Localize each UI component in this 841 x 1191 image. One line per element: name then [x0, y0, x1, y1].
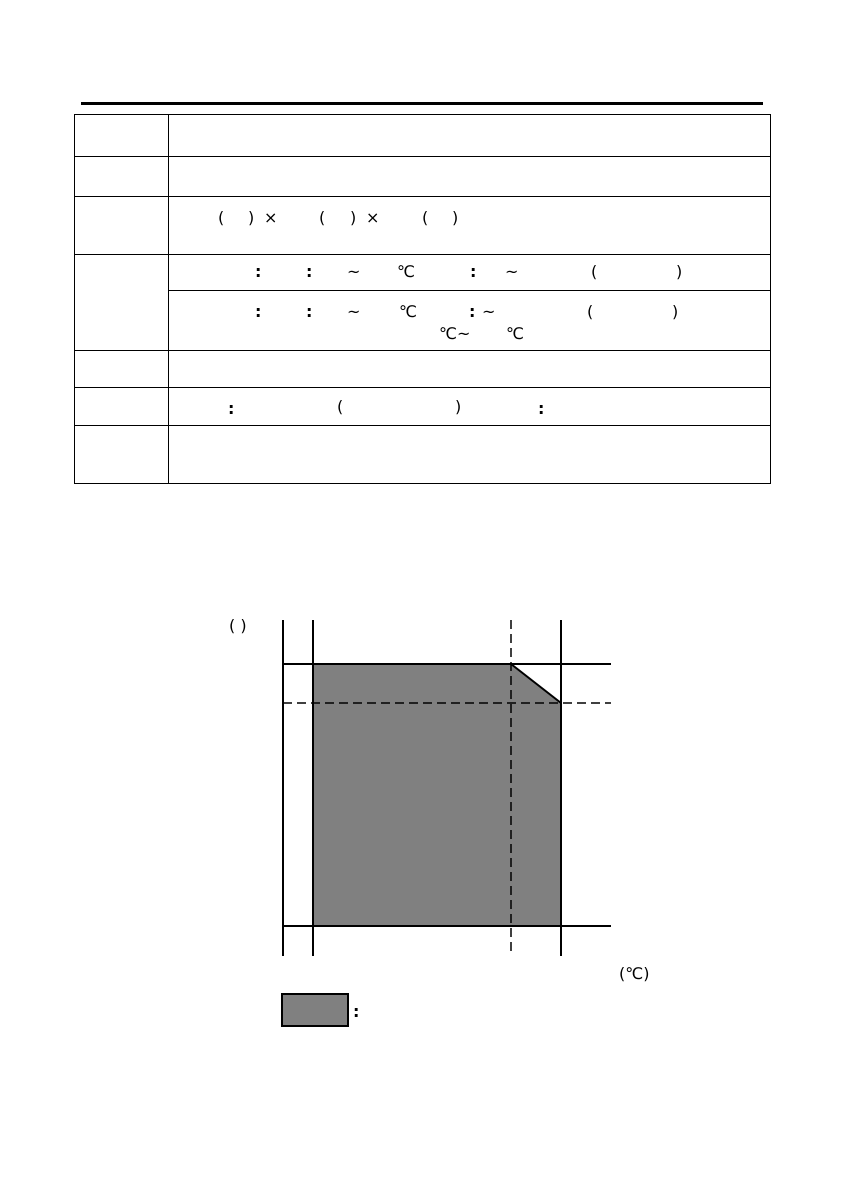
colon: :: [538, 399, 545, 418]
times-sign: ×: [366, 208, 380, 227]
paren-open: (: [591, 262, 598, 281]
paren-open: (: [587, 302, 594, 321]
degree-celsius: ℃: [399, 302, 417, 321]
paren-close: ): [455, 397, 462, 416]
paren-close: ): [248, 208, 255, 227]
paren-open: (: [422, 208, 429, 227]
paren-close: ): [452, 208, 459, 227]
colon: :: [469, 302, 476, 321]
colon: :: [255, 262, 262, 281]
tilde: ~: [482, 302, 496, 321]
degree-celsius: ℃: [506, 324, 524, 343]
paren-open: (: [218, 208, 225, 227]
colon: :: [228, 399, 235, 418]
colon: :: [470, 262, 477, 281]
temperature-range-unit: ℃~: [439, 324, 471, 343]
legend-colon: :: [353, 1002, 360, 1021]
colon: :: [255, 302, 262, 321]
tilde: ~: [347, 262, 361, 281]
tilde: ~: [347, 302, 361, 321]
y-axis-unit: ( ): [229, 616, 247, 635]
colon: :: [306, 302, 313, 321]
paren-close: ): [676, 262, 683, 281]
colon: :: [306, 262, 313, 281]
paren-open: (: [337, 397, 344, 416]
degree-celsius: ℃: [397, 262, 415, 281]
tilde: ~: [505, 262, 519, 281]
legend-swatch: [282, 994, 348, 1026]
paren-close: ): [672, 302, 679, 321]
x-axis-unit: (℃): [619, 964, 650, 983]
paren-open: (: [319, 208, 326, 227]
times-sign: ×: [264, 208, 278, 227]
paren-close: ): [350, 208, 357, 227]
